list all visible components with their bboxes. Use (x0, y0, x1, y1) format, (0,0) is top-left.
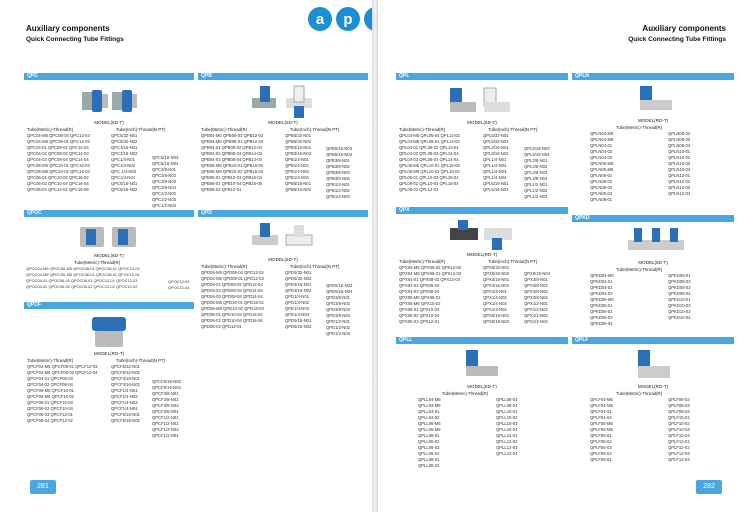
panel-qpkd (572, 215, 734, 335)
metric-list: QPOC04-M5 QPOC06-M5 QPOC08-01 QPOC08-01 QPOC10-03 QPOC04-M6 QPOC06-M6 QPOC08-01 QPOC08-01 QPOC10-04 QPOC04-01 QPOC06-01 QPOC08-01 QPOC12-01 QPOC12-03 QPOC04-02 QPOC06-02 QPOC08-02 QPOC12-02 QPOC12-02 (26, 266, 140, 289)
inch-list-2: QPCF5/16-N03 QPCF5/16-N04 QPCF3/8-N01 QPCF3/8-N02 QPCF3/8-N03 QPCF3/8-N04 QPCF1/2-N01 QPCF1/2-N02 QPCF1/2-N03 QPCF1/2-N04 (152, 379, 181, 438)
metric-list: QPB04-M5 QPB06-03 QPB12-02 QPB04-M6 QPB08-01 QPB12-03 QPB04-01 QPB08-02 QPB12-04 QPB04-02 QPB08-03 QPB14-03 QPB04-03 QPB08-04 QPB14-04 QPB06-M5 QPB10-01 QPB16-02 QPB06-M6 QPB10-02 QPB16-03 QPB06-01 QPB10-03 QPB16-04 QPB06-02 QPB10-04 QPB16-06 QPB06-03 QPB12-01 (201, 133, 264, 192)
panel-tag: QPL (396, 73, 568, 80)
tee-fitting-image (250, 84, 316, 120)
metric-list: QPC04-M5 QPC06-04 QPC12-02 QPC04-M6 QPC06-01 QPC12-03 QPC04-01 QPC08-02 QPC12-04 QPC04-02 QPC08-03 QPC14-03 QPC04-03 QPC08-04 QPC14-04 QPC06-M5 QPC10-01 QPC15-03 QPC06-M6 QPC10-02 QPC15-04 QPC06-01 QPC10-03 QPC16-02 QPC06-02 QPC10-04 QPC16-04 QPC06-03 QPC12-01 QPC16-06 (27, 133, 90, 192)
model-label: MODEL(6D-T) (467, 120, 497, 125)
metric-header: Tube(Metric)-Thread(R) (201, 127, 248, 132)
inch-list-2: QPL5/16-N03 QPL5/16-N04 QPL3/8-N01 QPL3/8-N02 QPL3/8-N03 QPL3/8-N04 QPL1/2-N01 QPL1/2-N02 QPL1/2-N03 (524, 146, 550, 199)
panel-tag: QPB (198, 73, 368, 80)
panel-qpln (572, 73, 734, 213)
metric-header: Tube(Metric)-Thread(R) (399, 259, 446, 264)
long-elbow-fitting-image (460, 348, 504, 384)
inch-header: Tube(Inch)-Thread(N PT) (488, 127, 538, 132)
inch-list-2: QPD5/16-N03 QPD5/16-N04 QPD3/8-N01 QPD3/8-N02 QPD3/8-N03 QPD3/8-N04 QPD1/2-N01 QPD1/2-N02 QPD1/2-N04 (326, 283, 353, 336)
metric-header: Tube(Metric)-Thread(R) (442, 391, 489, 396)
inch-header: Tube(Inch)-Thread(N PT) (290, 127, 340, 132)
model-label: MODEL(6D-T) (94, 120, 124, 125)
model-label: MODEL(6D-T) (638, 260, 668, 265)
metric-list: QPLF04-M5 QPLF04-M6 QPLF04-01 QPLF04-02 QPLF06-M5 QPLF06-M6 QPLF06-01 QPLF06-02 QPLF06-03 QPLF06-04 QPLF08-01 (590, 397, 613, 462)
catalog-page-right (378, 0, 750, 512)
bulkhead-fitting-image (76, 221, 142, 253)
y-fitting-image (446, 218, 516, 252)
logo-letter-a: a (308, 7, 332, 31)
metric-header: Tube(Metric)-Thread(R) (399, 127, 446, 132)
metric-list-2: QPLF08-02 QPLF08-03 QPLF08-04 QPLF10-01 QPLF10-02 QPLF10-03 QPLF10-04 QPLF12-01 QPLF12-02 QPLF12-03 QPLF12-04 (668, 397, 690, 462)
page-subtitle: Quick Connecting Tube Fittings (628, 36, 726, 43)
metric-list: QPKD04-M5 QPKD04-01 QPKD04-02 QPKD04-03 QPKD06-M5 QPKD06-01 QPKD06-02 QPKD06-03 QPKD06-04 (590, 273, 614, 326)
catalog-page-left (0, 0, 372, 512)
inch-list: QPB5/32-N01 QPB5/32-N02 QPB3/16-N01 QPB3/16-N02 QPB1/4-N01 QPB1/4-N02 QPB1/4-N03 QPB1/4-N04 QPB5/16-N01 QPB5/16-N02 (285, 133, 312, 192)
page-number: 281 (30, 480, 56, 494)
model-label: MODEL(6D-T) (94, 253, 124, 258)
panel-tag: QPC (24, 73, 194, 80)
panel-tag: QPLF (572, 337, 734, 344)
female-fitting-image (86, 313, 132, 351)
inch-list: QPX5/32-N01 QPX5/32-N02 QPX3/16-N01 QPX3/16-N02 QPX1/4-N01 QPX1/4-N02 QPX1/4-N03 QPX1/4-N04 QPX5/16-N01 QPX5/16-N02 (483, 265, 510, 324)
metric-list: QPLL04-M5 QPLL04-M6 QPLL04-01 QPLL04-02 QPLL06-M5 QPLL06-M6 QPLL06-01 QPLL06-02 QPLL06-03 QPLL06-04 QPLL08-01 QPLL08-02 (418, 397, 441, 468)
panel-qpll (396, 337, 568, 477)
metric-header: Tube(Metric)-Thread(R) (616, 267, 663, 272)
panel-qplf (572, 337, 734, 477)
metric-list: QPD04-M5 QPD06-04 QPD12-02 QPD04-M6 QPD08-01 QPD12-03 QPD04-01 QPD08-02 QPD12-04 QPD04-02 QPD08-03 QPD14-03 QPD04-03 QPD08-04 QPD14-04 QPD06-M5 QPD10-01 QPD16-02 QPD06-M6 QPD10-02 QPD16-03 QPD06-01 QPD10-03 QPD16-04 QPD06-02 QPD10-04 QPD16-06 QPD06-03 QPD12-01 (201, 270, 264, 329)
metric-list-2: QPLN08-02 QPLN08-03 QPLN08-04 QPLN10-01 QPLN10-02 QPLN10-03 QPLN10-04 QPLN12-01 QPLN12-02 QPLN12-03 QPLN12-04 (668, 131, 691, 196)
metric-header: Tube(Metric)-Thread(R) (201, 264, 248, 269)
metric-header: Tube(Metric)-Thread(R) (616, 125, 663, 130)
panel-qpx (396, 207, 568, 335)
panel-tag: QPCF (24, 302, 194, 309)
metric-list: QPLN04-M5 QPLN04-M6 QPLN04-01 QPLN04-02 QPLN04-03 QPLN06-M5 QPLN06-M6 QPLN06-01 QPLN06-02 QPLN06-03 QPLN06-04 QPLN08-01 (590, 131, 614, 202)
metric-list: QPX04-M5 QPX06-02 QPX12-02 QPX04-M6 QPX08-01 QPX12-03 QPX04-01 QPX08-02 QPX12-04 QPX04-02 QPX08-03 QPX04-03 QPX08-04 QPX06-M5 QPX08-01 QPX06-M6 QPX10-02 QPX06-01 QPX10-03 QPX06-02 QPX10-04 QPX06-03 QPX12-01 (399, 265, 462, 324)
model-label: MODEL(RD-T) (637, 384, 669, 389)
panel-qpc (24, 73, 194, 208)
metric-list-2: QPLL08-03 QPLL08-04 QPLL10-01 QPLL10-02 QPLL10-03 QPLL10-04 QPLL12-01 QPLL12-02 QPLL12-03 QPLL12-04 (496, 397, 518, 456)
model-label: MODEL(6D-T) (467, 384, 497, 389)
inch-list-2: QPC5/16-N03 QPC5/16-N04 QPC3/8-N01 QPC3/8-N02 QPC3/8-N03 QPC3/8-N04 QPC1/2-N02 QPC1/2-N03 QPC1/2-N04 (152, 155, 179, 208)
inch-header: Tube(Inch)-Thread(N PT) (488, 259, 538, 264)
panel-qpl (396, 73, 568, 205)
page-title: Auxiliary components (642, 24, 726, 33)
panel-qpcf (24, 302, 194, 442)
extra-list: QPOC12-03 QPOC12-04 (168, 279, 190, 290)
page-title: Auxiliary components (26, 24, 110, 33)
inch-header: Tube(Inch)-Thread(N PT) (116, 127, 166, 132)
inch-list-2: QPX5/16-N04 QPX3/8-N01 QPX3/8-N02 QPX3/8-N03 QPX3/8-N04 QPX1/2-N01 QPX1/2-N02 QPX1/2-N03 QPX1/2-N04 (524, 271, 551, 324)
tee-fitting-image (250, 221, 316, 257)
inch-list: QPCF5/32-N01 QPCF5/32-N02 QPCF3/16-N01 QPCF3/16-N02 QPCF1/4-N01 QPCF1/4-N02 QPCF1/4-N03 QPCF1/4-N04 QPCF5/16-N01 QPCF5/16-N02 (111, 364, 140, 423)
metric-header: Tube(Metric)-Thread(R) (74, 260, 121, 265)
elbow-fitting-image (634, 84, 678, 118)
panel-tag: QPOC (24, 210, 194, 217)
metric-list: QPL04-M5 QPL06-04 QPL12-02 QPL04-M6 QPL08-01 QPL12-03 QPL04-01 QPL08-02 QPL12-04 QPL04-02 QPL08-03 QPL14-03 QPL04-03 QPL08-04 QPL14-04 QPL06-M5 QPL10-01 QPL15-03 QPL06-M6 QPL10-02 QPL15-04 QPL06-01 QPL10-03 QPL16-02 QPL06-02 QPL10-04 QPL16-04 QPL06-03 QPL12-01 (399, 133, 460, 192)
inch-list: QPL5/32-N01 QPL5/32-N02 QPL3/16-N01 QPL3/16-N02 QPL1/4-N01 QPL1/4-N02 QPL1/4-N03 QPL1/4-N04 QPL5/16-N01 QPL5/16-N02 (483, 133, 509, 192)
model-label: MODEL(RD-T) (93, 351, 125, 356)
model-label: MODEL(6D-T) (268, 120, 298, 125)
panel-tag: QPLN (572, 73, 734, 80)
panel-tag: QPD (198, 210, 368, 217)
metric-header: Tube(Metric)-Thread(R) (27, 127, 74, 132)
page-number: 282 (696, 480, 722, 494)
inch-list: QPC5/32-N01 QPC5/32-N02 QPC3/16-N01 QPC3/16-N02 QPC1/4-N01 QPC1/4-N02 QPC 1/4-N03 QPC1/4-N04 QPC5/16-N01 QPC5/16-N02 (111, 133, 138, 192)
metric-list-2: QPKD08-01 QPKD08-02 QPKD08-03 QPKD08-04 QPKD10-01 QPKD10-02 QPKD10-03 QPKD10-04 (668, 273, 691, 320)
metric-header: Tube(Metric)-Thread(R) (616, 391, 663, 396)
model-label: MODEL(6D-T) (268, 257, 298, 262)
metric-list: QPCF04-M5 QPCF08-01 QPCF12-03 QPCF04-M6 QPCF08-02 QPCF12-04 QPCF04-01 QPCF08-03 QPCF04-02 QPCF08-04 QPCF06-M5 QPCF10-01 QPCF06-M6 QPCF10-02 QPCF06-01 QPCF10-03 QPCF06-02 QPCF10-04 QPCF06-03 QPCF12-01 QPCF06-04 QPCF12-02 (27, 364, 98, 423)
inch-list-2: QPB5/16-N03 QPB5/16-N04 QPB3/8-N01 QPB3/8-N02 QPB3/8-N03 QPB3/8-N04 QPB1/2-N01 QPB1/2-N02 QPB1/2-N03 (326, 146, 353, 199)
panel-tag: QPKD (572, 215, 734, 222)
logo-letter-p: p (336, 7, 360, 31)
female-elbow-fitting-image (632, 348, 676, 384)
panel-qpd (198, 210, 368, 348)
panel-tag: QPX (396, 207, 568, 214)
panel-tag: QPLL (396, 337, 568, 344)
inch-header: Tube(Inch)-Thread(N PT) (290, 264, 340, 269)
inch-header: Tube(Inch)-Thread(N PT) (116, 358, 166, 363)
panel-qpoc (24, 210, 194, 300)
panel-qpb (198, 73, 368, 208)
model-label: MODEL(RD-T) (466, 252, 498, 257)
model-label: MODEL(RD-T) (637, 118, 669, 123)
elbow-fitting-image (446, 84, 516, 120)
manifold-fitting-image (624, 226, 688, 260)
page-subtitle: Quick Connecting Tube Fittings (26, 36, 124, 43)
straight-fitting-image (79, 84, 139, 118)
inch-list: QPD5/32-N01 QPD5/32-N02 QPD3/16-N01 QPD3/16-N02 QPD1/4-N01 QPD1/4-N02 QPD1/4-N03 QPD1/4-N04 QPD5/16-N01 QPD5/16-N02 (285, 270, 312, 329)
metric-header: Tube(Metric)-Thread(R) (27, 358, 74, 363)
